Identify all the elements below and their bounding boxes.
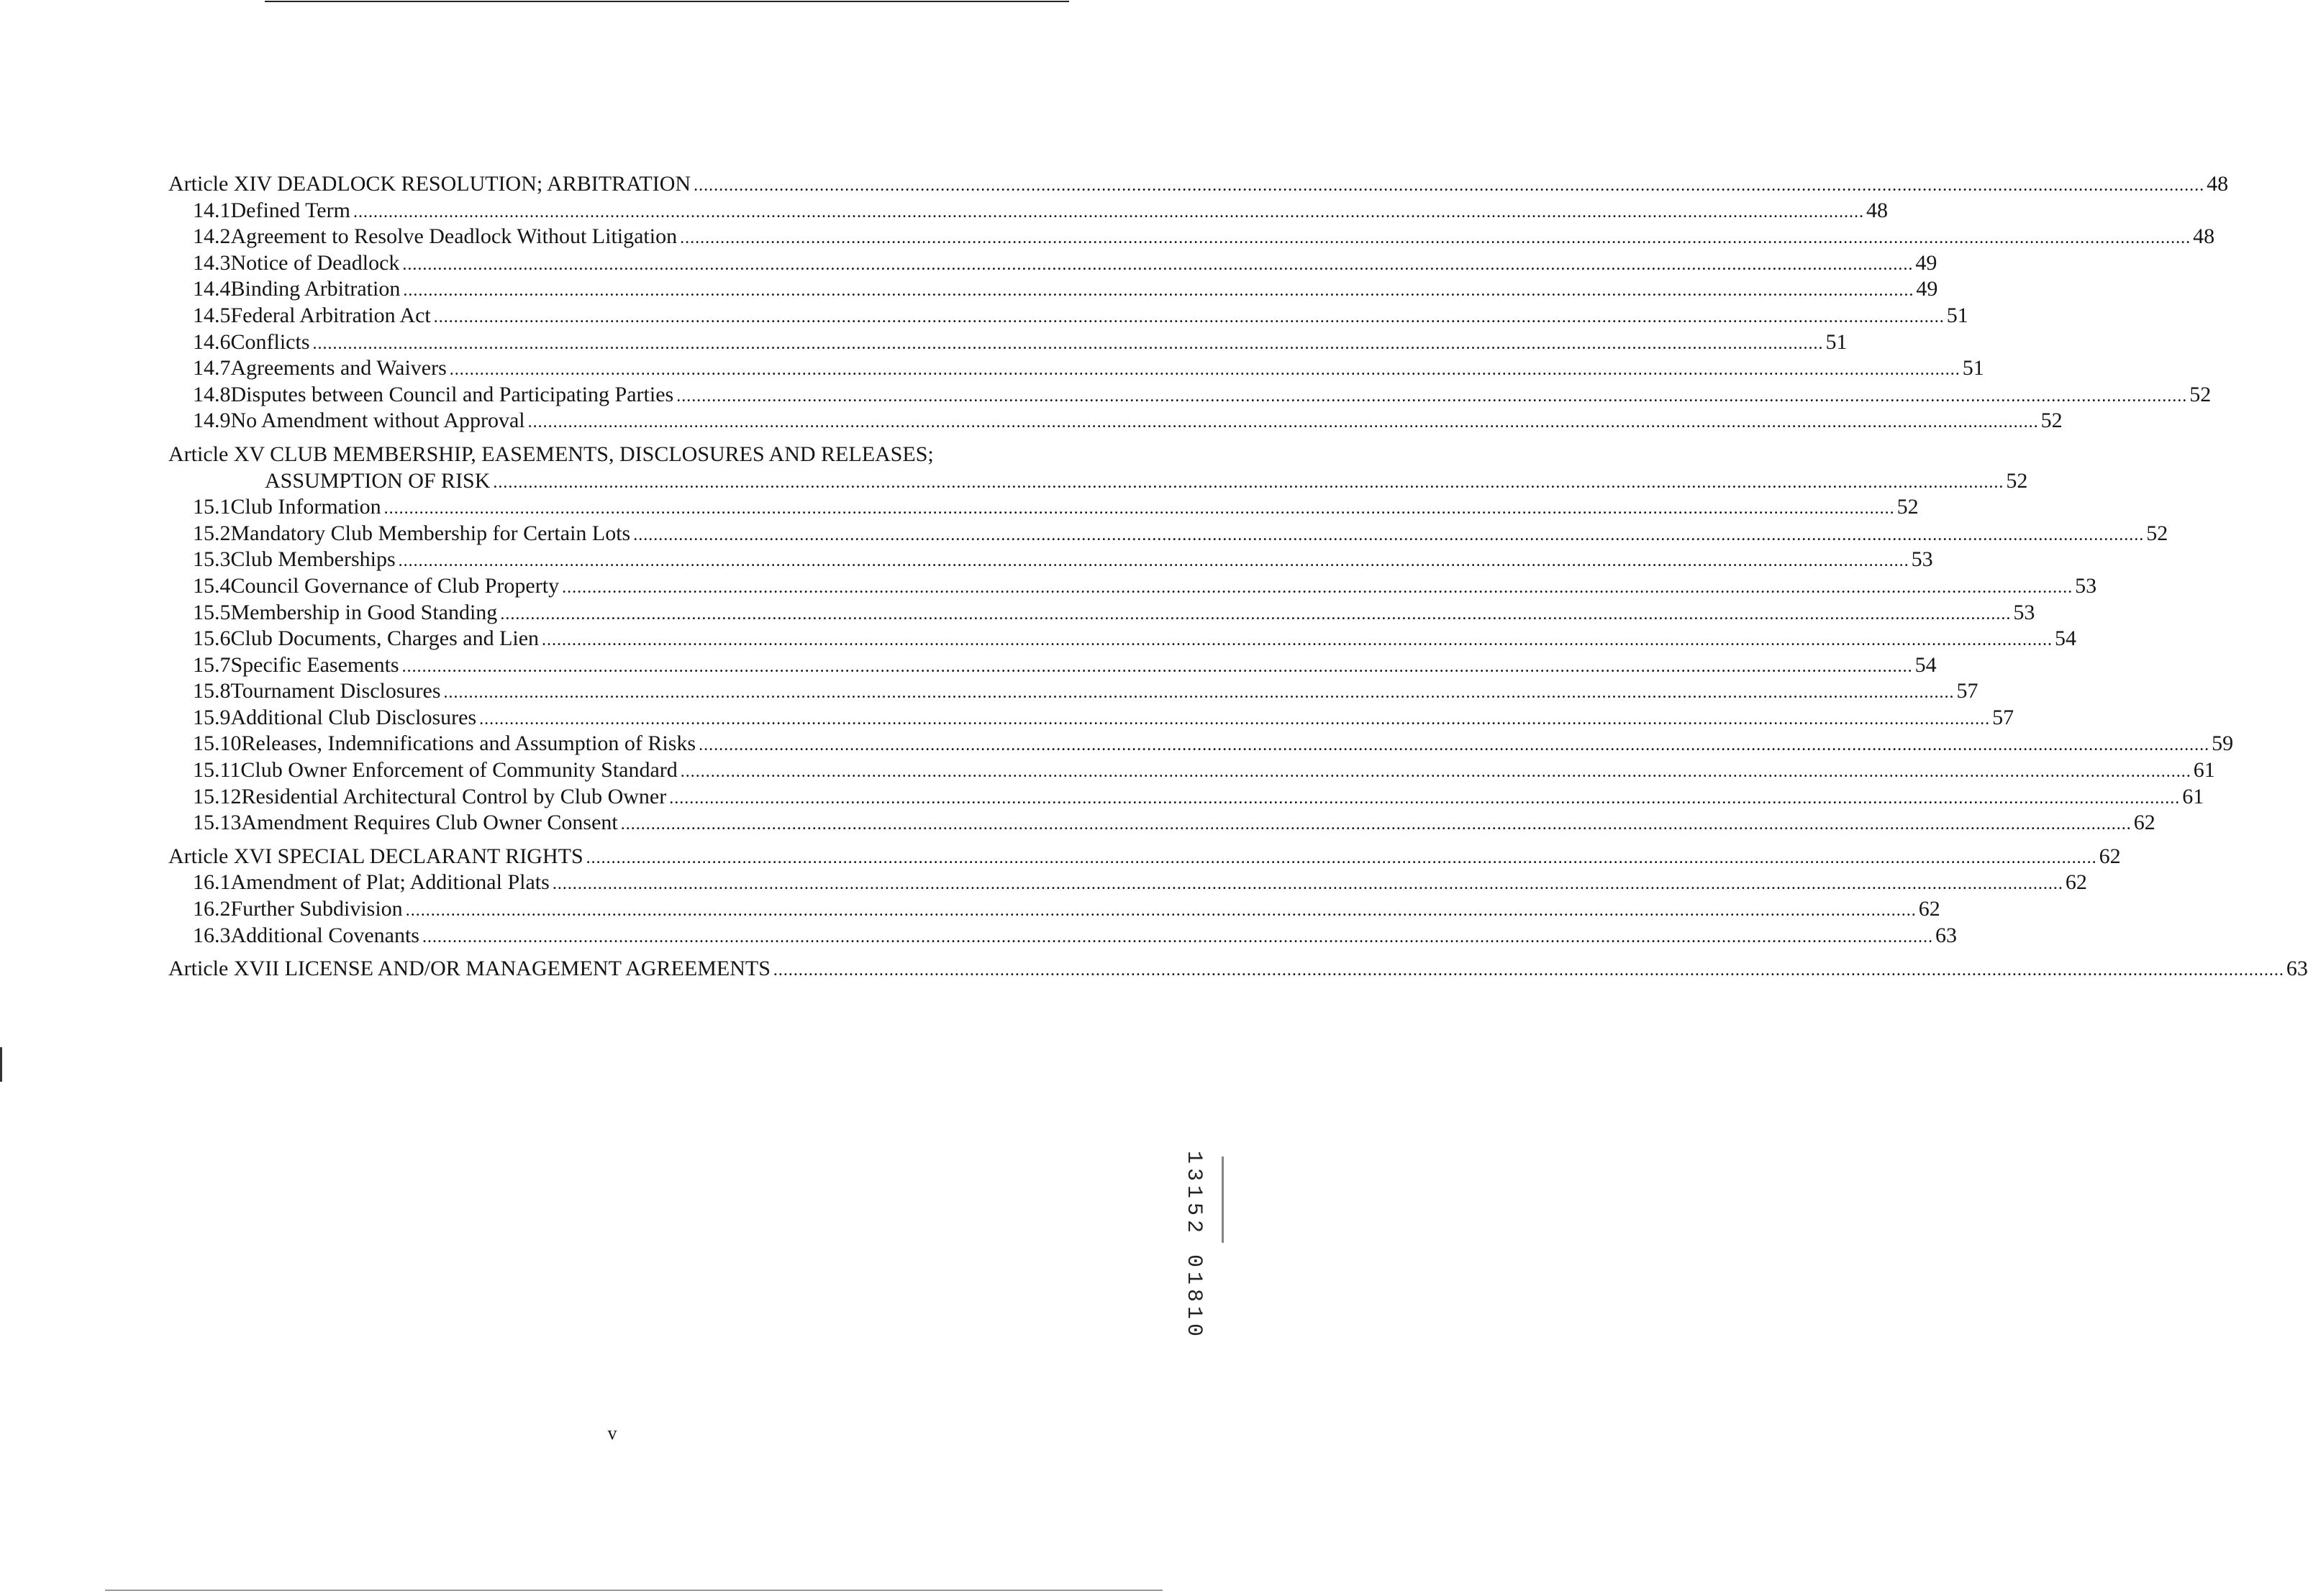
toc-entry	[168, 600, 2035, 626]
toc-entry	[168, 382, 2212, 409]
dot-leader: ............................................................................................................................................................................................................................................................................................................	[680, 229, 2191, 248]
dot-leader: ............................................................................................................................................................................................................................................................................................................	[312, 334, 1824, 353]
section-page: 48	[2193, 224, 2215, 249]
article-page: 48	[2207, 172, 2229, 196]
article-title-continued: ASSUMPTION OF RISK	[265, 468, 491, 493]
section-number: 14.9	[193, 409, 231, 433]
toc-entry	[168, 731, 2234, 757]
dot-leader: ............................................................................................................................................................................................................................................................................................................	[773, 961, 2284, 980]
section-page: 48	[1866, 198, 1888, 222]
toc-entry	[168, 784, 2204, 811]
section-title: Additional Club Disclosures	[230, 705, 477, 729]
toc-entry	[168, 652, 1937, 679]
dot-leader: ............................................................................................................................................................................................................................................................................................................	[562, 578, 2073, 597]
toc-entry	[168, 626, 2077, 652]
toc-entry	[168, 573, 2097, 600]
toc-entry	[168, 521, 2168, 547]
section-title: Releases, Indemnifications and Assumption of Risks	[241, 731, 696, 756]
article-page: 62	[2099, 844, 2121, 868]
toc-entry	[168, 224, 2215, 250]
section-page: 49	[1916, 277, 1938, 301]
section-title: Disputes between Council and Participating Parties	[230, 382, 674, 406]
section-number: 14.4	[193, 277, 231, 301]
toc-entry	[168, 329, 1848, 356]
section-page: 61	[2182, 784, 2204, 808]
section-title: Amendment of Plat; Additional Plats	[230, 870, 550, 895]
section-number: 16.1	[193, 870, 231, 895]
dot-leader: ............................................................................................................................................................................................................................................................................................................	[527, 413, 2039, 432]
section-number: 16.2	[193, 897, 231, 921]
section-page: 62	[2065, 870, 2087, 895]
section-title: Club Documents, Charges and Lien	[230, 626, 540, 651]
article-title: Article XVI SPECIAL DECLARANT RIGHTS	[168, 844, 583, 868]
dot-leader: ............................................................................................................................................................................................................................................................................................................	[669, 788, 2181, 808]
section-title: Binding Arbitration	[230, 277, 401, 301]
dot-leader: ............................................................................................................................................................................................................................................................................................................	[493, 473, 2004, 492]
article-heading	[168, 442, 1052, 468]
dot-leader: ............................................................................................................................................................................................................................................................................................................	[676, 386, 2188, 406]
article-xvi	[168, 844, 2121, 949]
article-title: Article XIV DEADLOCK RESOLUTION; ARBITRATION	[168, 172, 691, 196]
section-title: Mandatory Club Membership for Certain Lots	[230, 521, 631, 545]
article-heading	[168, 171, 2229, 198]
dot-leader: ............................................................................................................................................................................................................................................................................................................	[586, 848, 2097, 867]
section-title: Amendment Requires Club Owner Consent	[241, 811, 618, 835]
toc-entry	[168, 303, 1968, 329]
dot-leader: ............................................................................................................................................................................................................................................................................................................	[633, 525, 2145, 544]
article-page: 63	[2286, 957, 2308, 981]
section-number: 15.12	[193, 784, 242, 808]
section-title: Residential Architectural Control by Club Owner	[241, 784, 667, 808]
dot-leader: ............................................................................................................................................................................................................................................................................................................	[405, 901, 1917, 921]
toc-entry	[168, 276, 1938, 303]
section-page: 63	[1935, 923, 1957, 947]
section-number: 15.11	[193, 758, 241, 783]
section-number: 15.7	[193, 652, 231, 677]
toc-entry	[168, 705, 2014, 731]
article-title: Article XV CLUB MEMBERSHIP, EASEMENTS, DISCLOSURES AND RELEASES;	[168, 442, 934, 466]
section-number: 15.4	[193, 573, 231, 598]
section-page: 57	[1992, 705, 2014, 729]
section-page: 57	[1956, 679, 1978, 703]
toc-entry	[168, 198, 1888, 224]
dot-leader: ............................................................................................................................................................................................................................................................................................................	[401, 657, 1913, 676]
dot-leader: ............................................................................................................................................................................................................................................................................................................	[449, 360, 1961, 380]
dot-leader: ............................................................................................................................................................................................................................................................................................................	[403, 281, 1914, 301]
section-page: 52	[2189, 382, 2212, 406]
section-number: 14.7	[193, 356, 231, 380]
article-heading-continued	[168, 468, 2028, 495]
section-title: Membership in Good Standing	[230, 600, 498, 624]
section-title: Further Subdivision	[230, 897, 403, 921]
bottom-rule	[105, 1590, 1163, 1591]
section-number: 15.5	[193, 600, 231, 624]
dot-leader: ............................................................................................................................................................................................................................................................................................................	[680, 762, 2191, 782]
section-number: 15.3	[193, 547, 231, 572]
section-number: 15.6	[193, 626, 231, 651]
section-number: 14.6	[193, 329, 231, 354]
section-title: Additional Covenants	[230, 923, 419, 947]
dot-leader: ............................................................................................................................................................................................................................................................................................................	[422, 927, 1933, 947]
page-number: v	[607, 1423, 617, 1444]
scan-mark-left	[0, 1047, 2, 1082]
dot-leader: ............................................................................................................................................................................................................................................................................................................	[542, 631, 2053, 650]
toc-entry	[168, 896, 1940, 923]
section-page: 62	[2133, 811, 2155, 835]
toc-entry	[168, 355, 1984, 382]
article-xiv	[168, 171, 2229, 434]
dot-leader: ............................................................................................................................................................................................................................................................................................................	[500, 604, 2012, 624]
section-page: 53	[2075, 573, 2097, 598]
section-page: 59	[2212, 731, 2234, 756]
toc-entry	[168, 810, 2155, 836]
toc-entry	[168, 494, 1919, 521]
document-stamp: 13152 01810	[1181, 1151, 1206, 1341]
section-page: 52	[2040, 409, 2063, 433]
section-number: 15.9	[193, 705, 231, 729]
section-title: Notice of Deadlock	[230, 250, 400, 275]
article-page: 52	[2006, 468, 2028, 493]
section-title: Federal Arbitration Act	[230, 303, 431, 327]
article-title: Article XVII LICENSE AND/OR MANAGEMENT AGREEMENTS	[168, 957, 771, 981]
section-page: 52	[1896, 495, 1919, 519]
section-number: 15.2	[193, 521, 231, 545]
section-title: Council Governance of Club Property	[230, 573, 560, 598]
dot-leader: ............................................................................................................................................................................................................................................................................................................	[699, 736, 2210, 755]
toc-entry	[168, 757, 2215, 784]
section-title: No Amendment without Approval	[230, 409, 525, 433]
dot-leader: ............................................................................................................................................................................................................................................................................................................	[694, 176, 2205, 195]
dot-leader: ............................................................................................................................................................................................................................................................................................................	[552, 875, 2063, 894]
toc-entry	[168, 870, 2087, 896]
dot-leader: ............................................................................................................................................................................................................................................................................................................	[433, 307, 1945, 327]
dot-leader: ............................................................................................................................................................................................................................................................................................................	[383, 499, 1895, 519]
section-page: 62	[1918, 897, 1940, 921]
section-title: Defined Term	[230, 198, 350, 222]
toc-entry	[168, 923, 1957, 949]
section-title: Club Owner Enforcement of Community Standard	[240, 758, 678, 783]
toc-entry	[168, 678, 1978, 705]
section-title: Club Information	[230, 495, 381, 519]
section-number: 16.3	[193, 923, 231, 947]
dot-leader: ............................................................................................................................................................................................................................................................................................................	[620, 815, 2132, 834]
section-title: Specific Easements	[230, 652, 399, 677]
section-page: 61	[2193, 758, 2215, 783]
section-number: 15.1	[193, 495, 231, 519]
section-number: 15.10	[193, 731, 242, 756]
dot-leader: ............................................................................................................................................................................................................................................................................................................	[402, 255, 1914, 274]
toc-entry	[168, 408, 2063, 434]
dot-leader: ............................................................................................................................................................................................................................................................................................................	[479, 709, 1991, 729]
section-number: 14.5	[193, 303, 231, 327]
toc-entry	[168, 547, 1933, 573]
section-title: Agreement to Resolve Deadlock Without Litigation	[230, 224, 678, 249]
section-number: 14.2	[193, 224, 231, 249]
article-xvii	[168, 956, 2308, 982]
section-page: 51	[1962, 356, 1984, 380]
section-number: 14.1	[193, 198, 231, 222]
section-page: 53	[2013, 600, 2035, 624]
table-of-contents	[168, 171, 2308, 990]
dot-leader: ............................................................................................................................................................................................................................................................................................................	[398, 552, 1909, 571]
section-number: 14.3	[193, 250, 231, 275]
section-title: Agreements and Waivers	[230, 356, 447, 380]
top-rule	[265, 1, 1069, 2]
section-number: 15.13	[193, 811, 242, 835]
dot-leader: ............................................................................................................................................................................................................................................................................................................	[443, 683, 1955, 703]
section-page: 54	[2055, 626, 2077, 651]
section-page: 51	[1946, 303, 1968, 327]
dot-leader: ............................................................................................................................................................................................................................................................................................................	[353, 202, 1864, 222]
section-page: 53	[1911, 547, 1933, 572]
article-xv	[168, 442, 2234, 836]
section-number: 14.8	[193, 382, 231, 406]
section-page: 49	[1915, 250, 1937, 275]
scan-mark-right	[1222, 1157, 1224, 1243]
section-title: Tournament Disclosures	[230, 679, 441, 703]
section-title: Conflicts	[230, 329, 310, 354]
section-number: 15.8	[193, 679, 231, 703]
section-page: 51	[1825, 329, 1848, 354]
section-title: Club Memberships	[230, 547, 396, 572]
toc-entry	[168, 250, 1937, 277]
section-page: 52	[2146, 521, 2168, 545]
article-heading	[168, 844, 2121, 870]
section-page: 54	[1914, 652, 1937, 677]
article-heading	[168, 956, 2308, 982]
